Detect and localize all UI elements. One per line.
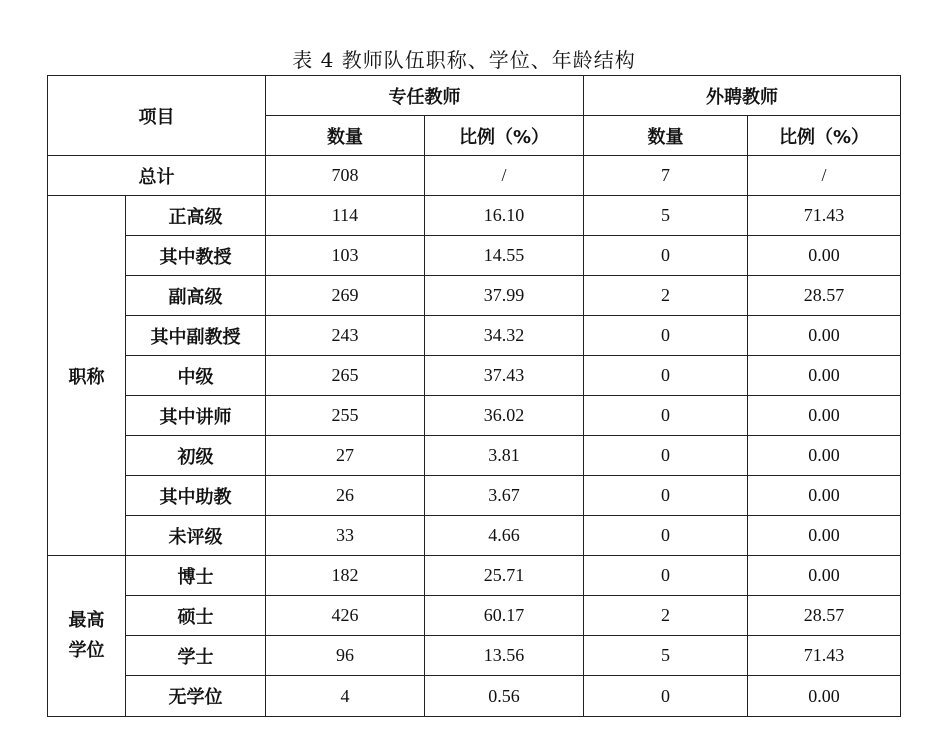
table-row [48, 276, 901, 316]
total-ft-ratio: / [425, 156, 584, 196]
table-row [48, 236, 901, 276]
ex-ratio: 71.43 [748, 196, 901, 236]
ft-ratio: 60.17 [425, 596, 584, 636]
ex-ratio: 0.00 [748, 316, 901, 356]
ex-ratio: 0.00 [748, 676, 901, 717]
total-ft-count: 708 [266, 156, 425, 196]
ex-count: 0 [584, 436, 748, 476]
ft-ratio: 3.81 [425, 436, 584, 476]
ft-count: 114 [266, 196, 425, 236]
ft-count: 26 [266, 476, 425, 516]
ex-count: 0 [584, 476, 748, 516]
row-label: 其中助教 [126, 476, 266, 516]
row-label: 未评级 [126, 516, 266, 556]
row-label: 硕士 [126, 596, 266, 636]
table-row [48, 596, 901, 636]
ft-ratio: 0.56 [425, 676, 584, 717]
table-row [48, 316, 901, 356]
total-ex-ratio: / [748, 156, 901, 196]
ex-count: 5 [584, 196, 748, 236]
total-ex-count: 7 [584, 156, 748, 196]
ex-ratio: 0.00 [748, 396, 901, 436]
group-degree-label-line2: 学位 [68, 640, 105, 661]
row-label: 其中教授 [126, 236, 266, 276]
ft-count: 96 [266, 636, 425, 676]
ft-ratio: 13.56 [425, 636, 584, 676]
header-ex-count: 数量 [584, 116, 748, 156]
ft-ratio: 37.43 [425, 356, 584, 396]
header-external: 外聘教师 [584, 76, 901, 116]
group-title-label: 职称 [48, 196, 126, 556]
table-row [48, 356, 901, 396]
row-label: 初级 [126, 436, 266, 476]
header-fulltime: 专任教师 [266, 76, 584, 116]
header-ex-ratio: 比例（%） [748, 116, 901, 156]
ft-ratio: 4.66 [425, 516, 584, 556]
ft-count: 33 [266, 516, 425, 556]
row-label: 正高级 [126, 196, 266, 236]
header-ft-count: 数量 [266, 116, 425, 156]
ft-ratio: 36.02 [425, 396, 584, 436]
row-label: 其中副教授 [126, 316, 266, 356]
ex-count: 0 [584, 556, 748, 596]
ex-ratio: 0.00 [748, 556, 901, 596]
ex-count: 0 [584, 356, 748, 396]
ft-ratio: 34.32 [425, 316, 584, 356]
table-row [48, 676, 901, 717]
ft-count: 103 [266, 236, 425, 276]
table-row [48, 196, 901, 236]
ft-count: 4 [266, 676, 425, 717]
row-label: 无学位 [126, 676, 266, 717]
ft-count: 27 [266, 436, 425, 476]
ex-count: 5 [584, 636, 748, 676]
header-ft-ratio: 比例（%） [425, 116, 584, 156]
table-caption: 表 4 教师队伍职称、学位、年龄结构 [292, 48, 636, 72]
ft-count: 426 [266, 596, 425, 636]
row-label: 副高级 [126, 276, 266, 316]
ex-ratio: 0.00 [748, 356, 901, 396]
ft-count: 255 [266, 396, 425, 436]
ex-count: 2 [584, 276, 748, 316]
ex-count: 2 [584, 596, 748, 636]
ex-count: 0 [584, 396, 748, 436]
header-item: 项目 [48, 76, 266, 156]
table-row [48, 476, 901, 516]
ft-ratio: 37.99 [425, 276, 584, 316]
teacher-structure-table [47, 75, 901, 717]
ex-ratio: 0.00 [748, 516, 901, 556]
ft-count: 265 [266, 356, 425, 396]
ex-count: 0 [584, 516, 748, 556]
ft-ratio: 16.10 [425, 196, 584, 236]
ex-ratio: 0.00 [748, 236, 901, 276]
ex-ratio: 71.43 [748, 636, 901, 676]
ft-count: 243 [266, 316, 425, 356]
ex-ratio: 28.57 [748, 596, 901, 636]
row-label: 中级 [126, 356, 266, 396]
ft-ratio: 14.55 [425, 236, 584, 276]
ex-count: 0 [584, 316, 748, 356]
ft-ratio: 3.67 [425, 476, 584, 516]
table-row [48, 436, 901, 476]
table-row [48, 636, 901, 676]
header-row-1 [48, 76, 901, 116]
group-degree-label [48, 556, 126, 717]
total-label: 总计 [48, 156, 266, 196]
ex-count: 0 [584, 676, 748, 717]
ft-count: 182 [266, 556, 425, 596]
group-degree-label-line1: 最高 [68, 610, 105, 631]
row-label: 博士 [126, 556, 266, 596]
ex-count: 0 [584, 236, 748, 276]
ex-ratio: 0.00 [748, 436, 901, 476]
table-row [48, 396, 901, 436]
table-row [48, 516, 901, 556]
ex-ratio: 28.57 [748, 276, 901, 316]
row-label: 其中讲师 [126, 396, 266, 436]
total-row [48, 156, 901, 196]
row-label: 学士 [126, 636, 266, 676]
ft-count: 269 [266, 276, 425, 316]
ex-ratio: 0.00 [748, 476, 901, 516]
ft-ratio: 25.71 [425, 556, 584, 596]
table-row [48, 556, 901, 596]
